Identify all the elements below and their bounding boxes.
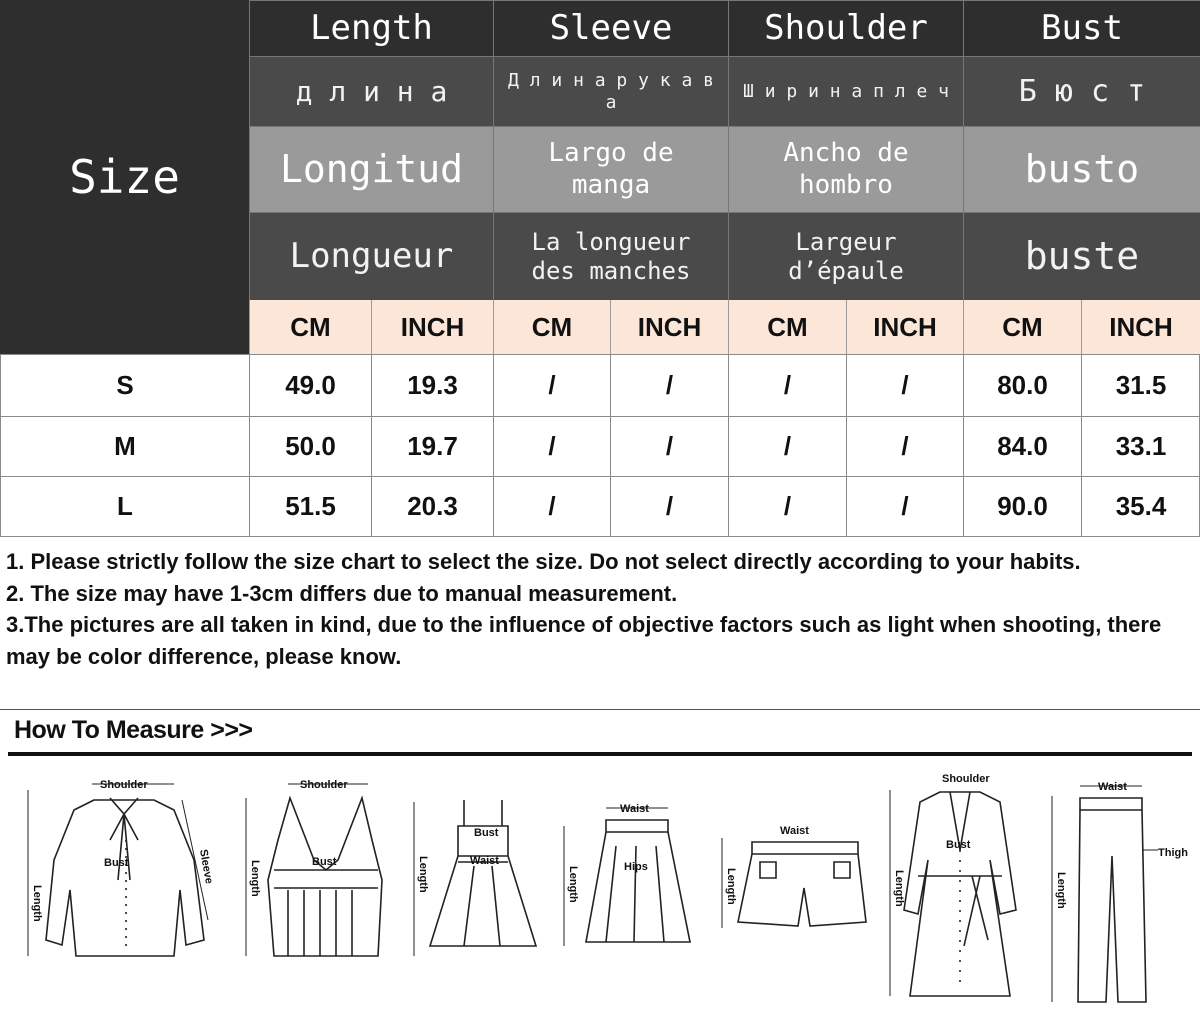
value-cell: / [728,354,846,416]
col-header-3-es [963,126,1200,212]
how-to-measure-text: How To Measure >>> [14,716,253,744]
col-header-2-en [728,0,963,56]
value-cell: 31.5 [1081,354,1200,416]
garment-pants [1046,776,1196,1006]
coat-length-label: Length [893,870,905,907]
col-header-0-ru [249,56,493,126]
coat-shoulder-label: Shoulder [942,773,990,785]
vest-shoulder-label: Shoulder [300,779,348,791]
skirt-length-label: Length [567,866,579,903]
shorts-length-label: Length [725,868,737,905]
value-cell: / [493,354,610,416]
col-header-2-es [728,126,963,212]
blouse-bust-label: Bust [104,857,129,869]
value-cell: / [846,416,963,476]
pants-waist-label: Waist [1098,781,1127,793]
vest-bust-label: Bust [312,856,337,868]
value-cell: 20.3 [371,476,493,536]
value-cell: 51.5 [249,476,371,536]
value-cell: / [610,416,728,476]
col-header-text: Д л и н а р у к а в а [508,69,714,113]
col-header-text: Б ю с т [1018,73,1146,109]
col-header-3-ru [963,56,1200,126]
col-header-text: buste [1024,233,1140,278]
size-cell: L [0,476,249,536]
unit-header-2: CM [493,300,610,354]
pants-thigh-label: Thigh [1158,847,1188,859]
note-3: 3.The pictures are all taken in kind, due to the influence of objective factors such as light when shooting, there may be color difference, please know. [6,612,1162,669]
value-cell: 90.0 [963,476,1081,536]
skirt-hips-label: Hips [624,861,648,873]
unit-header-7: INCH [1081,300,1200,354]
col-header-0-es [249,126,493,212]
blouse-length-label: Length [31,885,43,922]
col-header-1-ru [493,56,728,126]
value-cell: / [610,354,728,416]
value-cell: 50.0 [249,416,371,476]
garment-vest [238,770,388,970]
value-cell: / [728,416,846,476]
blouse-sleeve-label: Sleeve [197,848,215,885]
garment-coat [880,770,1040,1000]
size-header [0,0,249,354]
col-header-text: La longueur des manches [531,227,691,285]
col-header-1-fr [493,212,728,300]
col-header-text: Ancho de hombro [783,138,909,200]
size-cell: M [0,416,249,476]
unit-header-0: CM [249,300,371,354]
how-to-measure-title [14,714,253,746]
col-header-text: Longueur [289,236,454,277]
col-header-3-fr [963,212,1200,300]
garment-dress [404,796,544,966]
size-cell: S [0,354,249,416]
col-header-3-en [963,0,1200,56]
blouse-shoulder-label: Shoulder [100,779,148,791]
col-header-1-en [493,0,728,56]
garment-skirt [556,796,706,956]
pants-length-label: Length [1055,872,1067,909]
col-header-text: Shoulder [764,8,928,49]
value-cell: 33.1 [1081,416,1200,476]
dress-length-label: Length [417,856,429,893]
value-cell: / [846,354,963,416]
table-bottom-border [0,536,1200,537]
garment-blouse [14,770,224,990]
unit-header-5: INCH [846,300,963,354]
value-cell: 49.0 [249,354,371,416]
unit-header-4: CM [728,300,846,354]
col-header-1-es [493,126,728,212]
value-cell: / [610,476,728,536]
col-header-text: busto [1024,146,1140,191]
value-cell: / [846,476,963,536]
col-header-text: Largo de manga [548,138,674,200]
value-cell: / [728,476,846,536]
value-cell: 35.4 [1081,476,1200,536]
unit-header-3: INCH [610,300,728,354]
garment-shorts [712,818,872,948]
value-cell: / [493,476,610,536]
title-underline [8,752,1192,756]
notes-bottom-border [0,709,1200,710]
col-header-0-fr [249,212,493,300]
size-header-label: Size [69,150,180,204]
unit-header-1: INCH [371,300,493,354]
value-cell: 19.3 [371,354,493,416]
col-header-text: Bust [1041,8,1123,49]
vest-length-label: Length [249,860,261,897]
col-header-text: Largeur d’épaule [788,227,904,285]
value-cell: 80.0 [963,354,1081,416]
value-cell: 84.0 [963,416,1081,476]
col-header-text: Ш и р и н а п л е ч [743,80,949,102]
note-1: 1. Please strictly follow the size chart to select the size. Do not select directly according to your habits. [6,549,1081,574]
col-header-text: Longitud [279,146,464,191]
value-cell: / [493,416,610,476]
col-header-2-fr [728,212,963,300]
col-header-text: Sleeve [549,8,673,49]
skirt-waist-label: Waist [620,803,649,815]
coat-bust-label: Bust [946,839,971,851]
col-header-2-ru [728,56,963,126]
shorts-waist-label: Waist [780,825,809,837]
dress-bust-label: Bust [474,827,499,839]
notes [6,546,1196,672]
dress-waist-label: Waist [470,855,499,867]
col-header-text: Length [310,8,433,49]
col-header-0-en [249,0,493,56]
col-header-text: д л и н а [295,74,448,108]
value-cell: 19.7 [371,416,493,476]
unit-header-6: CM [963,300,1081,354]
note-2: 2. The size may have 1-3cm differs due to manual measurement. [6,580,678,606]
